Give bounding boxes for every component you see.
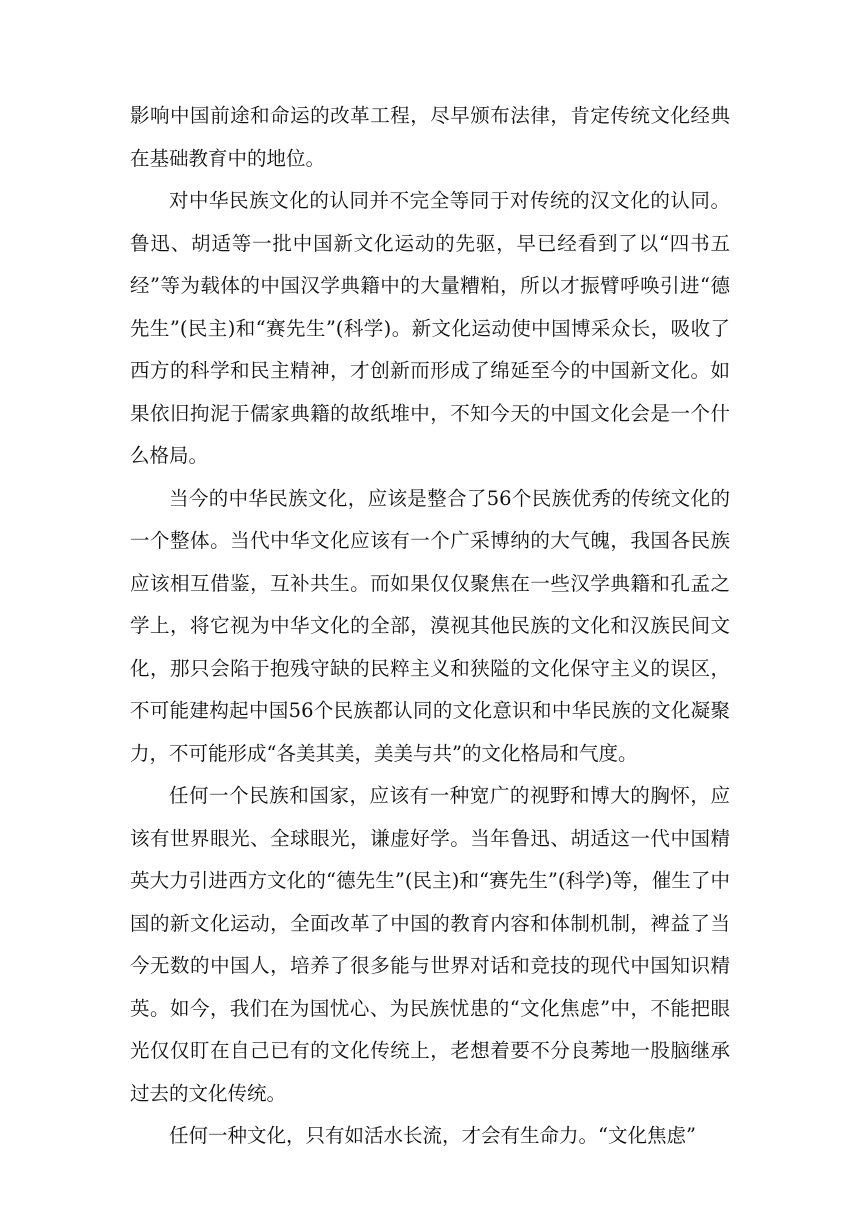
paragraph-cultural-identity: 对中华民族文化的认同并不完全等同于对传统的汉文化的认同。鲁迅、胡适等一批中国新文化运动的先驱，早已经看到了以“四书五经”等为载体的中国汉学典籍中的大量糟粕，所以才振臂呼唤引进“德先生”(民主)和“赛先生”(科学)。新文化运动使中国博采众长，吸收了西方的科学和民主精神，才创新而形成了绵延至今的中国新文化。如果依旧拘泥于儒家典籍的故纸堆中，不知今天的中国文化会是一个什么格局。 (130, 189, 730, 467)
article-body (130, 95, 730, 1158)
paragraph-living-culture: 任何一种文化，只有如活水长流，才会有生命力。“文化焦虑” (169, 1124, 696, 1147)
paragraph-national-culture: 当今的中华民族文化，应该是整合了56个民族优秀的传统文化的一个整体。当代中华文化应该有一个广采博纳的大气魄，我国各民族应该相互借鉴，互补共生。而如果仅仅聚焦在一些汉学典籍和孔孟之学上，将它视为中华文化的全部，漠视其他民族的文化和汉族民间文化，那只会陷于抱残守缺的民粹主义和狭隘的文化保守主义的误区，不可能建构起中国56个民族都认同的文化意识和中华民族的文化凝聚力，不可能形成“各美其美，美美与共”的文化格局和气度。 (130, 486, 730, 765)
paragraph-continuation: 影响中国前途和命运的改革工程，尽早颁布法律，肯定传统文化经典在基础教育中的地位。 (130, 104, 730, 170)
paragraph-global-vision: 任何一个民族和国家，应该有一种宽广的视野和博大的胸怀，应该有世界眼光、全球眼光，谦虚好学。当年鲁迅、胡适这一代中国精英大力引进西方文化的“德先生”(民主)和“赛先生”(科学)等，催生了中国的新文化运动，全面改革了中国的教育内容和体制机制，裨益了当今无数的中国人，培养了很多能与世界对话和竞技的现代中国知识精英。如今，我们在为国忧心、为民族忧患的“文化焦虑”中，不能把眼光仅仅盯在自己已有的文化传统上，老想着要不分良莠地一股脑继承过去的文化传统。 (130, 784, 730, 1105)
